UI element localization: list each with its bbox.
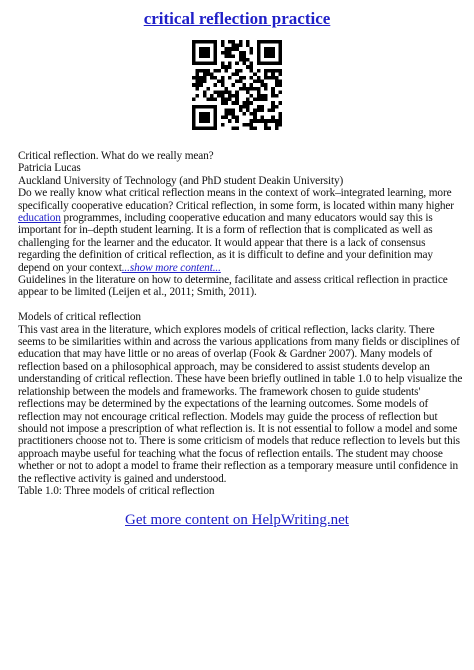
spacer [18,299,464,311]
education-link[interactable]: education [18,212,61,225]
intro-title: Critical reflection. What do we really mean? [18,150,214,162]
page-title[interactable]: critical reflection practice [143,9,331,28]
qr-code-icon [192,40,282,130]
article-body [18,150,464,497]
author-affiliation: Auckland University of Technology (and PhD student Deakin University) [18,174,344,187]
paragraph-3: This vast area in the literature, which explores models of critical reflection, lacks clarity. There seems to be similarities within and across the various applications from many fields or disciplines of education that may have little or no areas of overlap (Fook & Gardner 2007). Many models of reflection based on a philosophical approach, may be considered to assist students develop an understanding of critical reflection. These have been briefly outlined in table 1.0 to help visualize the relationship between the models and frameworks. The framework chosen to guide students' reflections may be determined by the expectations of the learning outcomes. Some models of reflection may not encourage critical reflection. Models may guide the process of reflection but should not impose a prescription of what reflection is. It is not essential to follow a model and some practitioners choose not to. There is some criticism of models that reduce reflection to levels but this approach maybe useful for teaching what the focus of reflection entails. The student may choose whether or not to adopt a model to frame their reflection as a temporary measure until confidence in the reflective activity is gained and understood. [18,323,463,485]
show-more-link[interactable]: ...show more content... [121,261,221,274]
table-caption: Table 1.0: Three models of critical reflection [18,484,215,497]
author-name: Patricia Lucas [18,162,81,175]
section-heading: Models of critical reflection [18,311,141,324]
paragraph-1-end: programmes, including cooperative education and many educators would say this is important for in–depth student learning. It is a form of reflection that is complicated as well as challenging for the learner and the educator. It would appear that there is a lack of consensus regarding the definition of critical reflection, as it is difficult to define and your definition may depend on your context [18,212,433,274]
paragraph-1-start: Do we really know what critical reflection means in the context of work–integrated learning, more specifically cooperative education? Critical reflection, in some form, is located within many higher [18,187,454,212]
paragraph-2: Guidelines in the literature on how to determine, facilitate and assess critical reflection in practice appear to be limited (Leijen et al., 2011; Smith, 2011). [18,274,448,299]
get-more-content-link[interactable]: Get more content on HelpWriting.net [125,512,349,528]
paragraph-1 [18,187,464,274]
